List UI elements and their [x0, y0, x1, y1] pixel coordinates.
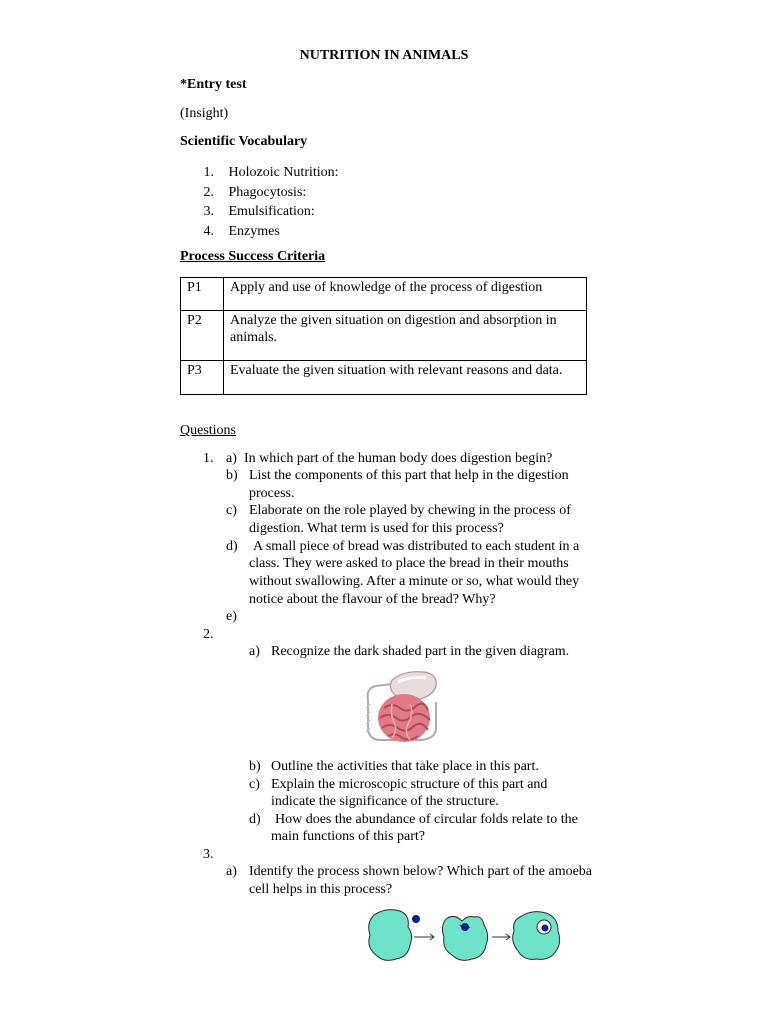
vocab-item-number: 2.: [203, 184, 214, 200]
vocab-item-text: Emulsification:: [228, 204, 315, 219]
q1d-line4: notice about the flavour of the bread? Why?: [249, 592, 496, 607]
vocab-item: [180, 183, 339, 203]
vocab-heading: Scientific Vocabulary: [180, 134, 308, 149]
question-1-number: 1.: [203, 451, 214, 466]
criteria-row: [181, 311, 587, 361]
criteria-code: P3: [181, 361, 224, 395]
questions-heading: Questions: [180, 423, 236, 438]
food-particle-icon: [542, 925, 549, 932]
vocab-item-text: Enzymes: [228, 223, 280, 239]
criteria-row: [181, 278, 587, 311]
criteria-code: P2: [181, 311, 224, 361]
q1d-line1: A small piece of bread was distributed to each student in a: [253, 539, 580, 554]
q2d-line2: main functions of this part?: [271, 829, 425, 844]
q2b-label: b): [249, 759, 261, 774]
q1b-line1: List the components of this part that help in the digestion: [249, 468, 569, 483]
amoeba-3: [513, 912, 560, 960]
q1b-label: b): [226, 468, 238, 483]
vocab-item-text: Phagocytosis:: [228, 184, 307, 200]
q2a-text: Recognize the dark shaded part in the given diagram.: [271, 644, 570, 659]
q1d-line3: without swallowing. After a minute or so, what would they: [249, 574, 580, 589]
vocab-item-number: 3.: [203, 204, 214, 219]
q1d-label: d): [226, 539, 238, 554]
criteria-table: [180, 277, 587, 395]
vocab-item-number: 1.: [203, 165, 214, 180]
q1e-label: e): [226, 609, 237, 624]
page-title: NUTRITION IN ANIMALS: [299, 48, 469, 63]
criteria-code: P1: [181, 278, 224, 311]
q1c-line2: digestion. What term is used for this process?: [249, 521, 504, 536]
criteria-text: Apply and use of knowledge of the process of digestion: [224, 278, 587, 311]
q2c-label: c): [249, 777, 260, 792]
criteria-text: Evaluate the given situation with relevant reasons and data.: [224, 361, 587, 395]
q1d-line2: class. They were asked to place the bread in their mouths: [249, 556, 569, 571]
phagocytosis-diagram: [364, 905, 566, 965]
food-particle-icon: [412, 915, 420, 923]
criteria-row: [181, 361, 587, 395]
q1b-line2: process.: [249, 486, 295, 501]
vocab-list: [180, 163, 339, 241]
criteria-text: Analyze the given situation on digestion and absorption in animals.: [224, 311, 587, 361]
q2a-label: a): [249, 644, 260, 659]
question-2-number: 2.: [203, 627, 214, 642]
criteria-heading: Process Success Criteria: [180, 249, 326, 264]
q1a-label: a): [226, 451, 237, 466]
food-particle-icon: [461, 923, 469, 931]
vocab-item: [180, 163, 339, 183]
entry-test-heading: *Entry test: [180, 77, 247, 92]
q3a-line1: Identify the process shown below? Which part of the amoeba: [249, 864, 593, 879]
amoeba-1: [369, 910, 412, 961]
q3a-label: a): [226, 864, 237, 879]
digestive-system-diagram: [362, 668, 446, 750]
q2d-label: d): [249, 812, 261, 827]
vocab-item-number: 4.: [203, 223, 214, 239]
vocab-item-text: Holozoic Nutrition:: [228, 165, 339, 180]
q1c-line1: Elaborate on the role played by chewing in the process of: [249, 503, 571, 518]
q1a-text: In which part of the human body does digestion begin?: [244, 451, 553, 466]
insight-label: (Insight): [180, 106, 229, 121]
question-3-number: 3.: [203, 847, 214, 862]
small-intestine: [378, 694, 430, 742]
vocab-item: [180, 222, 339, 242]
vocab-item: [180, 202, 339, 222]
q1c-label: c): [226, 503, 237, 518]
q3a-line2: cell helps in this process?: [249, 882, 393, 897]
q2b-text: Outline the activities that take place in this part.: [271, 759, 539, 774]
q2c-line1: Explain the microscopic structure of this part and: [271, 777, 548, 792]
q2c-line2: indicate the significance of the structure.: [271, 794, 499, 809]
q2d-line1: How does the abundance of circular folds relate to the: [275, 812, 578, 827]
